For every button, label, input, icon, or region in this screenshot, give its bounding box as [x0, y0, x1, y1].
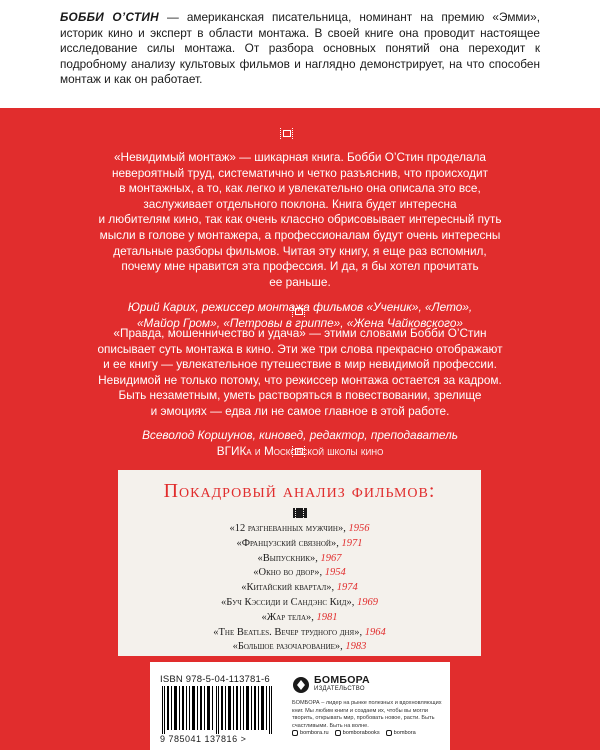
review-2-line: описывает суть монтажа в кино. Эти же три слова прекрасно отображают [97, 341, 503, 356]
film-year: 1954 [324, 567, 346, 579]
review-1-line: невероятный труд, систематично и четко разъяснив, что происходит [111, 165, 489, 180]
author-name: БОББИ О’СТИН [60, 10, 159, 24]
film-strip-icon [292, 306, 306, 317]
bombora-logo-icon [292, 676, 310, 694]
film-year: 1969 [356, 596, 378, 608]
review-2-line: «Правда, мошенничество и удача» — этими словами Бобби О’Стин [113, 326, 487, 340]
review-1-line: почему мне нравится эта профессия. И да, я бы хотел прочитать [121, 259, 479, 274]
film-list-item [118, 566, 481, 581]
film-list-item [118, 626, 481, 641]
review-1-line: мысли в голове у монтажера, а профессионалам будут очень интересны [99, 227, 501, 242]
film-year: 1981 [316, 611, 338, 623]
review-1-line: «Невидимый монтаж» — шикарная книга. Бобби О’Стин проделала [114, 150, 486, 164]
review-2-signature-line: Всеволод Коршунов, киновед, редактор, преподаватель [142, 428, 458, 442]
social-link[interactable] [386, 730, 416, 736]
review-1-line: детальные разборы фильмов. Читая эту книгу, я еще раз вспомнил, [113, 243, 487, 258]
telegram-icon [386, 730, 392, 736]
review-2 [75, 326, 525, 420]
film-title: «The Beatles. Вечер трудного дня», [213, 626, 363, 638]
publisher-socials [292, 730, 448, 736]
review-2-line: Быть незаметным, уметь растворяться в повествовании, зрелище [118, 388, 482, 403]
film-list-item [118, 581, 481, 596]
publisher-description: БОМБОРА – лидер на рынке полезных и вдохновляющих книг. Мы любим книги и создаем их, чтобы вы могли творить, открывать мир, пробовать новое, расти. Быть счастливыми. Быть на волне. [292, 700, 442, 729]
review-1-line: в монтажных, а то, как легко и увлекательно она описала это все, [119, 181, 481, 196]
barcode-icon [160, 686, 278, 734]
social-label: bombora [393, 730, 416, 736]
publisher-subtitle: ИЗДАТЕЛЬСТВО [314, 686, 365, 692]
isbn-label: ISBN 978-5-04-113781-6 [160, 674, 270, 685]
social-label: bomborabooks [342, 730, 380, 736]
author-bio-text: — американская писательница, номинант на премию «Эмми», историк кино и эксперт в области монтажа. В своей книге она проводит настоящее исследование силы монтажа. От разбора основных понятий она переходит к подробному анализу культовых фильмов и наглядно демонстрирует, на что способен монтаж и как он работает. [60, 10, 540, 86]
film-year: 1964 [364, 626, 386, 638]
film-title: «Выпускник», [257, 552, 318, 564]
film-list-item [118, 522, 481, 537]
film-strip-icon [293, 508, 307, 518]
review-1-signature-line: Юрий Карих, режиссер монтажа фильмов «Ученик», «Лето», [127, 300, 473, 314]
publisher-name: БОМБОРА [314, 674, 370, 686]
review-1-signature-line: «Майор Гром», «Петровы в гриппе», «Жена Чайковского» [137, 315, 463, 330]
film-year: 1971 [341, 537, 363, 549]
film-title: «Китайский квартал», [241, 582, 335, 594]
barcode-digits: 9 785041 137816 > [160, 734, 247, 744]
film-title: «Большое разочарование», [232, 641, 343, 653]
social-link[interactable] [292, 730, 329, 736]
film-analysis-title: Покадровый анализ фильмов: [163, 480, 436, 502]
review-2-line: и ее книгу — увлекательное путешествие в мир невидимой профессии. [103, 357, 497, 372]
film-year: 1956 [348, 523, 370, 534]
film-strip-icon [280, 128, 294, 139]
film-list-item [118, 537, 481, 552]
film-strip-icon [292, 446, 306, 457]
barcode-panel [150, 662, 450, 750]
film-title: «12 разгневанных мужчин», [229, 523, 346, 534]
film-list-item [118, 640, 481, 655]
film-list-item [118, 611, 481, 626]
review-2-signature-line: ВГИКа и Московской школы кино [216, 443, 384, 458]
film-title: «Французский связной», [236, 537, 339, 549]
social-link[interactable] [335, 730, 380, 736]
review-2-line: и эмоциях — едва ли не самое главное в этой работе. [150, 403, 450, 418]
review-1 [75, 150, 525, 290]
review-1-line: и любителям кино, так как очень классно обрисовывает интересный путь [98, 212, 502, 227]
film-analysis-card [118, 470, 481, 656]
website-icon [292, 730, 298, 736]
film-list-item [118, 552, 481, 567]
review-1-line: заслуживает отдельного поклона. Книга будет интересна [143, 196, 457, 211]
film-list [118, 522, 481, 655]
film-title: «Жар тела», [261, 611, 314, 623]
vk-icon [335, 730, 341, 736]
film-title: «Окно во двор», [253, 567, 323, 579]
film-year: 1983 [345, 641, 367, 653]
film-year: 1967 [320, 552, 342, 564]
film-title: «Буч Кэссиди и Сандэнс Кид», [221, 596, 355, 608]
social-label: bombora.ru [300, 730, 329, 736]
author-bio [60, 10, 540, 100]
film-year: 1974 [336, 582, 358, 594]
film-list-item [118, 596, 481, 611]
review-2-line: Невидимой не только потому, что режиссер монтажа остается за кадром. [98, 372, 502, 387]
review-1-line: ее раньше. [269, 274, 331, 289]
